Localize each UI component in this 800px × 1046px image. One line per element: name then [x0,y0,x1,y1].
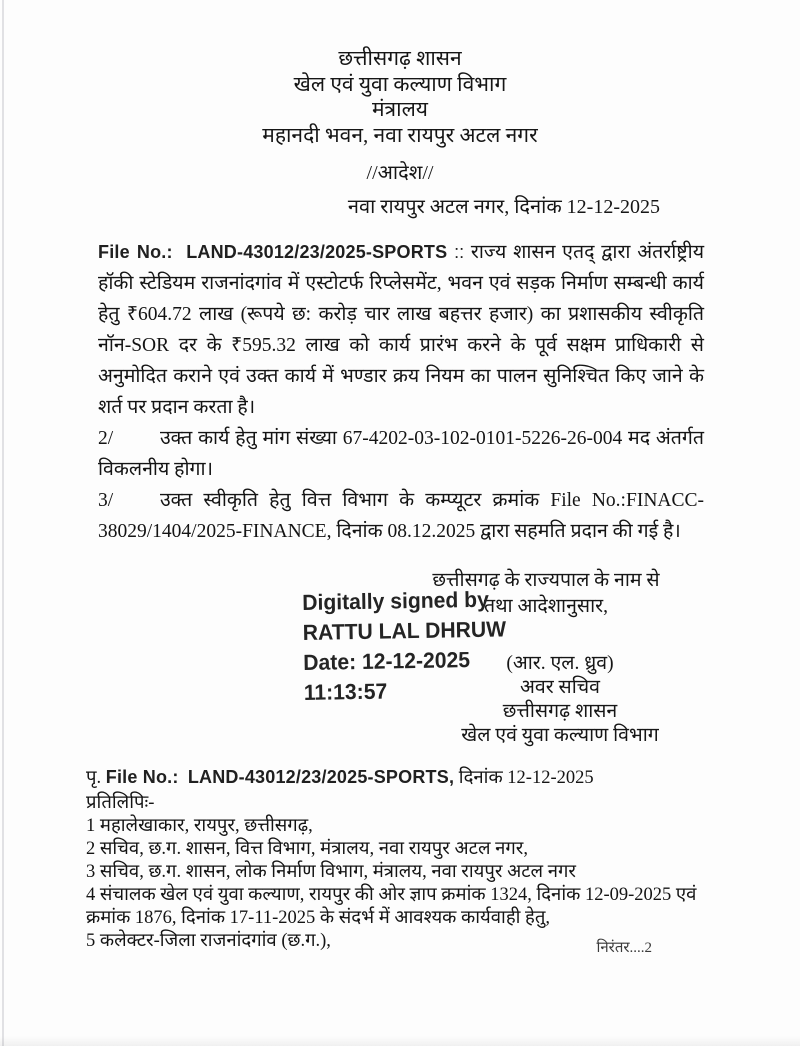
letterhead [0,46,800,148]
paragraph-2 [98,423,704,485]
paragraph-2-number: 2/ [98,428,114,449]
letterhead-address: महानदी भवन, नवा रायपुर अटल नगर [262,122,538,147]
authority-line-1: छत्तीसगढ़ के राज्यपाल के नाम से [432,570,660,591]
endorsement-line [86,766,722,790]
authority-line-2: तथा आदेशानुसार, [483,596,608,617]
letterhead-department: खेल एवं युवा कल्याण विभाग [293,71,507,96]
paragraph-sanction [98,237,704,423]
endorsement-section [86,766,722,953]
order-title: //आदेश// [366,162,434,184]
digital-signature-name: RATTU LAL DHRUW [302,616,507,645]
place-and-date: नवा रायपुर अटल नगर, दिनांक 12-12-2025 [347,196,660,218]
endorsement-date: दिनांक 12-12-2025 [458,768,594,788]
signatory-department: खेल एवं युवा कल्याण विभाग [461,725,659,746]
digital-signature-date: Date: 12-12-2025 [303,647,471,675]
endorsement-file-number: LAND-43012/23/2025-SPORTS, [187,767,455,787]
paragraph-3-text: उक्त स्वीकृति हेतु वित्त विभाग के कम्प्यूटर क्रमांक File No.:FINACC-38029/1404/2025-FINANCE, दिनांक 08.12.2025 द्वारा सहमति प्रदान की गई है। [98,490,704,542]
file-number-label: File No.: [98,242,173,262]
file-number: LAND-43012/23/2025-SPORTS [186,242,448,262]
letterhead-ministry: मंत्रालय [371,97,428,121]
signatory-name: (आर. एल. ध्रुव) [506,653,614,674]
paragraph-2-text: उक्त कार्य हेतु मांग संख्या 67-4202-03-102-0101-5226-26-004 मद अंतर्गत विकलनीय होगा। [98,428,704,480]
cc-item: 2 सचिव, छ.ग. शासन, वित्त विभाग, मंत्रालय, नवा रायपुर अटल नगर, [86,839,528,859]
endorsement-file-label: File No.: [105,767,179,787]
cc-item: 3 सचिव, छ.ग. शासन, लोक निर्माण विभाग, मंत्रालय, नवा रायपुर अटल नगर [86,862,576,882]
paragraph-3-number: 3/ [98,490,114,511]
digital-signature-line-1: Digitally signed by [302,586,490,615]
order-body [98,237,704,547]
digital-signature-time: 11:13:57 [303,678,388,705]
copy-to-label: प्रतिलिपिः- [86,793,155,813]
signatory-block [435,652,685,748]
endorsement-prefix: पृ. [86,768,102,788]
cc-item: 5 कलेक्टर-जिला राजनांदगांव (छ.ग.), [86,931,331,951]
letterhead-government: छत्तीसगढ़ शासन [338,46,462,70]
cc-item: 1 महालेखाकार, रायपुर, छत्तीसगढ़, [86,816,313,836]
continuation-marker: निरंतर....2 [596,940,652,956]
cc-item: 4 संचालक खेल एवं युवा कल्याण, रायपुर की ओर ज्ञाप क्रमांक 1324, दिनांक 12-09-2025 एवं क्रमांक 1876, दिनांक 17-11-2025 के संदर्भ में आवश्यक कार्यवाही हेतु, [86,885,697,928]
sanction-text: राज्य शासन एतद् द्वारा अंतर्राष्ट्रीय हॉकी स्टेडियम राजनांदगांव में एस्टोटर्फ रिप्लेसमेंट, भवन एवं सड़क निर्माण सम्बन्धी कार्य हेतु ₹604.72 लाख (रूपये छ: करोड़ चार लाख बहत्तर हजार) का प्रशासकीय स्वीकृति नॉन-SOR दर के ₹595.32 लाख को कार्य प्रारंभ करने के पूर्व सक्षम प्राधिकारी से अनुमोदित कराने एवं उक्त कार्य में भण्डार क्रय नियम का पालन सुनिश्चित किए जाने के शर्त पर प्रदान करता है। [98,242,705,418]
signatory-designation: अवर सचिव [519,677,601,698]
paragraph-3 [98,485,704,547]
file-number-separator: :: [454,242,465,262]
signatory-government: छत्तीसगढ़ शासन [502,701,618,722]
